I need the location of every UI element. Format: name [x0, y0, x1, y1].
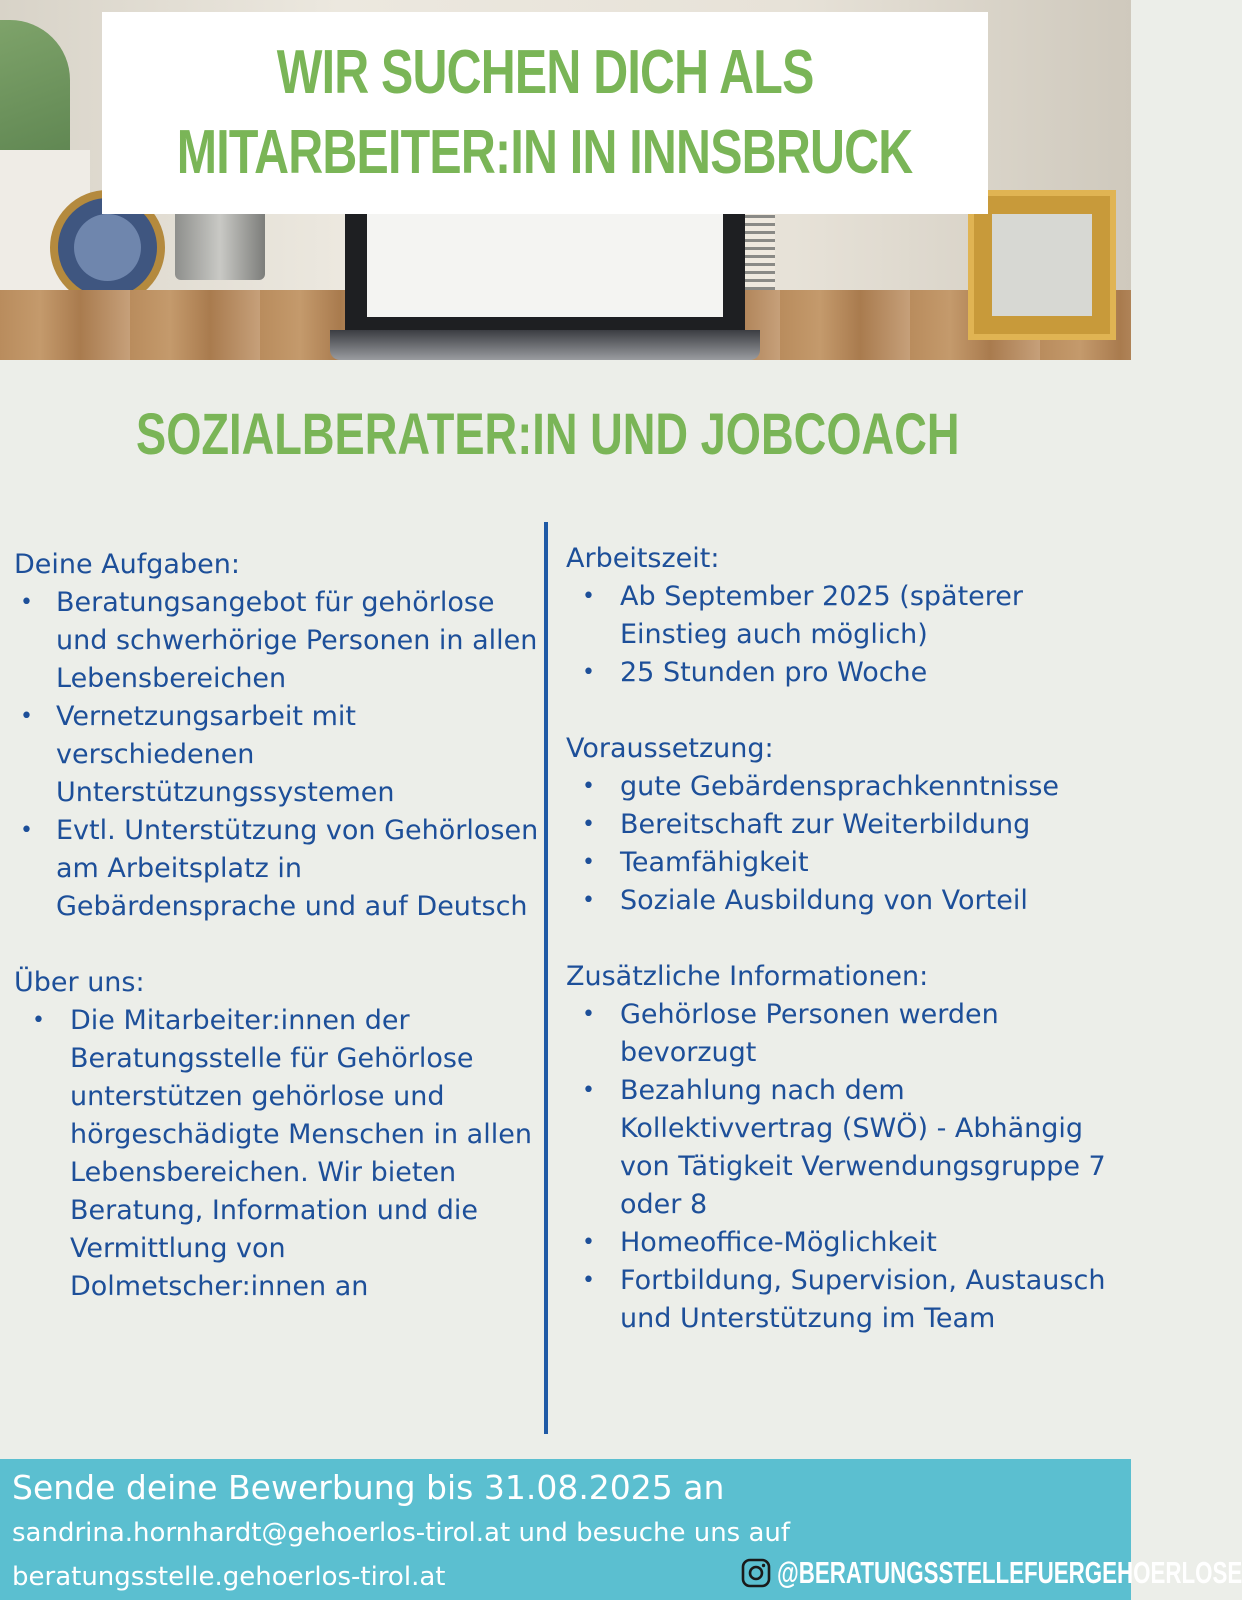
instagram-link[interactable] — [741, 1551, 1242, 1595]
list-item: • Homeoffice-Möglichkeit — [566, 1224, 1106, 1262]
info-heading: Zusätzliche Informationen: — [566, 961, 929, 992]
list-item: • Teamfähigkeit — [566, 844, 1106, 882]
list-item: • 25 Stunden pro Woche — [566, 654, 1106, 692]
website-link[interactable]: beratungsstelle.gehoerlos-tirol.at — [12, 1562, 446, 1592]
about-heading: Über uns: — [14, 967, 145, 998]
list-item: • gute Gebärdensprachkenntnisse — [566, 768, 1106, 806]
left-column — [14, 546, 544, 1306]
requirements-list — [566, 768, 1106, 920]
tasks-heading: Deine Aufgaben: — [14, 549, 240, 580]
hours-list — [566, 578, 1106, 692]
headline-line-2: MITARBEITER:IN IN INNSBRUCK — [177, 118, 913, 187]
right-column — [566, 540, 1106, 1338]
application-call-to-action: Sende deine Bewerbung bis 31.08.2025 an — [12, 1468, 725, 1507]
list-item: • Ab September 2025 (späterer Einstieg auch möglich) — [566, 578, 1106, 654]
list-item: • Soziale Ausbildung von Vorteil — [566, 882, 1106, 920]
list-item: • Die Mitarbeiter:innen der Beratungsstelle für Gehörlose unterstützen gehörlose und hörgeschädigte Menschen in allen Lebensbereichen. Wir bieten Beratung, Information und die Vermittlung von Dolmetscher:innen an — [14, 1002, 544, 1306]
picture-frame-illustration — [968, 190, 1116, 340]
hours-heading: Arbeitszeit: — [566, 543, 720, 574]
list-item: • Vernetzungsarbeit mit verschiedenen Unterstützungssystemen — [14, 698, 544, 812]
contact-email-line[interactable]: sandrina.hornhardt@gehoerlos-tirol.at und besuche uns auf — [12, 1518, 791, 1548]
requirements-heading: Voraussetzung: — [566, 733, 774, 764]
footer-banner — [0, 1459, 1242, 1600]
instagram-icon — [741, 1558, 771, 1588]
list-item: • Fortbildung, Supervision, Austausch und Unterstützung im Team — [566, 1262, 1106, 1338]
list-item: • Evtl. Unterstützung von Gehörlosen am Arbeitsplatz in Gebärdensprache und auf Deutsch — [14, 812, 544, 926]
tasks-list — [14, 584, 544, 926]
headline-line-1: WIR SUCHEN DICH ALS — [276, 38, 814, 107]
laptop-illustration — [345, 200, 745, 335]
info-list — [566, 996, 1106, 1338]
instagram-handle: @BERATUNGSSTELLEFUERGEHOERLOSE — [777, 1555, 1242, 1590]
column-divider — [544, 522, 548, 1434]
list-item: • Gehörlose Personen werden bevorzugt — [566, 996, 1106, 1072]
about-list — [14, 1002, 544, 1306]
list-item: • Bezahlung nach dem Kollektivvertrag (SWÖ) - Abhängig von Tätigkeit Verwendungsgruppe 7 oder 8 — [566, 1072, 1106, 1224]
position-title: SOZIALBERATER:IN UND JOBCOACH — [136, 402, 960, 467]
laptop-base-illustration — [330, 330, 760, 360]
list-item: • Beratungsangebot für gehörlose und schwerhörige Personen in allen Lebensbereichen — [14, 584, 544, 698]
headline-box — [102, 12, 988, 214]
list-item: • Bereitschaft zur Weiterbildung — [566, 806, 1106, 844]
